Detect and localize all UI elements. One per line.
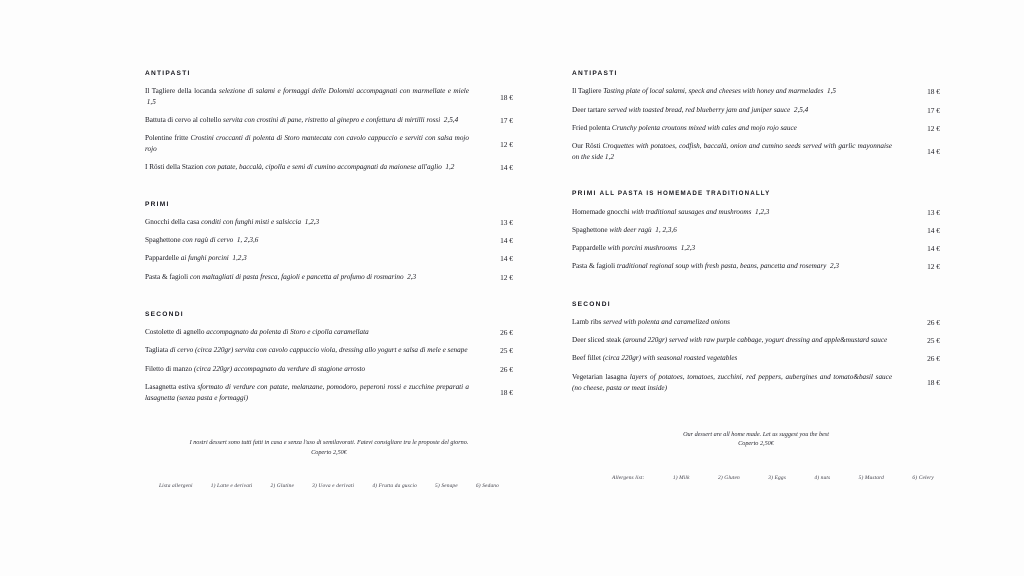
menu-item-description: with deer ragù <box>609 225 652 234</box>
menu-item-name: Lamb ribs <box>572 317 602 326</box>
menu-section <box>572 70 940 163</box>
section-heading: ANTIPASTI <box>145 70 191 77</box>
allergen-legend-item: 6) Sedano <box>475 483 499 490</box>
menu-item[interactable] <box>572 243 940 254</box>
section-heading: ANTIPASTI <box>572 70 618 77</box>
menu-section <box>145 311 513 404</box>
menu-item-price: 14 € <box>500 236 513 245</box>
menu-item[interactable] <box>145 272 513 283</box>
menu-item-price: 14 € <box>927 225 940 235</box>
menu-item-description: di cervo (circa 220gr) servita con cavolo cappuccio viola, dressing allo yogurt e salsa di mele e senape <box>169 346 468 355</box>
menu-item-price: 12 € <box>927 262 940 272</box>
menu-item[interactable] <box>572 86 940 97</box>
menu-item[interactable] <box>145 253 513 264</box>
menu-item-allergens: 1,5 <box>145 98 156 107</box>
menu-item-text <box>572 353 902 364</box>
menu-item-allergens: 1,2 <box>443 163 455 172</box>
menu-item-text <box>572 317 902 328</box>
allergen-legend-item: 4) Frutta da guscio <box>372 483 417 490</box>
section-heading: SECONDI <box>145 310 184 318</box>
menu-item-allergens: 1,2,3 <box>753 207 770 216</box>
menu-item-description: (circa 220gr) accompagnato da verdure di stagione arrosto <box>193 364 366 373</box>
dessert-note: I nostri dessert sono tutti fatti in casa e senza l'uso di semilavorati. Fatevi consigliare tra le proposte del giorno. Coperto 2,50€ <box>145 438 513 458</box>
menu-item-price: 12 € <box>500 272 513 282</box>
menu-item-text <box>572 207 902 218</box>
menu-item-name: Lasagnetta estiva <box>145 382 196 391</box>
allergen-legend <box>145 483 513 489</box>
menu-item-allergens: 2,3 <box>828 262 839 271</box>
menu-item-name: Filetto di manzo <box>145 364 193 373</box>
menu-item-name: Pappardelle <box>572 244 606 253</box>
menu-item-price: 26 € <box>927 317 940 327</box>
menu-item-description: Crunchy polenta croutons mixed with cales and mojo rojo sauce <box>611 123 797 132</box>
allergen-legend-item: 4) nuts <box>814 475 831 482</box>
allergen-legend-item: 1) Latte e derivati <box>210 483 253 490</box>
menu-item-name: Our Rösti <box>572 142 601 150</box>
menu-item-text <box>572 243 902 254</box>
menu-item-name: Battuta di cervo al coltello <box>145 116 222 125</box>
menu-item[interactable] <box>145 217 513 228</box>
cover-charge: Coperto 2,50€ <box>311 448 347 456</box>
menu-item-price: 17 € <box>500 116 513 126</box>
menu-item-allergens: 1, 2,3,6 <box>235 236 259 244</box>
menu-item-name: Il Tagliere <box>572 87 602 96</box>
menu-item-price: 18 € <box>500 388 513 398</box>
menu-item-allergens: 1,2,3 <box>302 217 320 226</box>
menu-item-text <box>145 162 479 173</box>
menu-section <box>145 70 513 174</box>
allergen-legend-label: Allergens list: <box>612 475 645 482</box>
menu-item-description: conditi con funghi misti e salsiccia <box>201 217 302 226</box>
menu-item-text <box>145 345 479 356</box>
menu-item[interactable] <box>145 133 513 155</box>
menu-item[interactable] <box>145 382 513 404</box>
menu-item-allergens: 1, 2,3,6 <box>653 225 677 234</box>
section-heading-subtitle: ALL PASTA IS HOMEMADE TRADITIONALLY <box>599 189 771 197</box>
menu-item[interactable] <box>145 345 513 356</box>
menu-item-description: con maltagliati di pasta fresca, fagioli e pancetta al profumo di rosmarino <box>189 272 404 281</box>
menu-item-price: 14 € <box>500 254 513 264</box>
menu-item-price: 14 € <box>927 147 940 157</box>
section-heading: PRIMI <box>145 200 170 208</box>
menu-item-allergens: 1,2,3 <box>678 244 696 253</box>
menu-item-text <box>145 327 479 338</box>
menu-item-description: layers of potatoes, tomatoes, zucchini, red peppers, aubergines and tomato&basil sauce (no cheese, pasta or meat inside) <box>572 372 893 392</box>
menu-item-price: 14 € <box>927 244 940 254</box>
menu-item[interactable] <box>572 105 940 116</box>
menu-item-name: Pasta & fagioli <box>572 262 616 271</box>
menu-item[interactable] <box>145 235 513 246</box>
menu-item-description: servita con crostini di pane, ristretto al ginepro e confettura di mirtilli rossi <box>223 116 441 125</box>
menu-column-italian <box>0 70 512 576</box>
menu-item-name: Costolette di agnello <box>145 328 205 336</box>
menu-item[interactable] <box>145 364 513 375</box>
menu-item-name: Gnocchi della casa <box>145 217 200 226</box>
menu-item-price: 13 € <box>500 217 513 227</box>
menu-item-name: Deer sliced steak <box>572 336 622 345</box>
menu-item-price: 18 € <box>927 87 940 97</box>
menu-item-description: (around 220gr) served with raw purple cabbage, yogurt dressing and apple&mustard sauce <box>622 336 888 345</box>
menu-item-text <box>572 123 902 134</box>
menu-item[interactable] <box>145 162 513 173</box>
menu-item-description: (circa 220gr) with seasonal roasted vegetables <box>602 354 738 363</box>
menu-item-text <box>145 364 479 375</box>
menu-item-allergens: 1,2,3 <box>230 254 247 263</box>
menu-item-name: Il Tagliere della locanda <box>145 87 217 96</box>
allergen-legend <box>572 475 940 481</box>
menu-item-price: 26 € <box>500 328 513 337</box>
menu-item-description: sformato di verdure con patate, melanzane, pomodoro, peperoni rossi e zucchine preparati a lasagnetta (senza pasta e formaggi) <box>145 382 469 402</box>
menu-item-allergens: 1,5 <box>825 87 836 96</box>
dessert-note: Our dessert are all home made. Let us suggest you the best Coperto 2,50€ <box>572 430 940 450</box>
menu-item-description: selezione di salami e formaggi delle Dolomiti accompagnati con marmellate e miele <box>218 87 469 96</box>
menu-item[interactable] <box>572 372 940 394</box>
menu-item-price: 26 € <box>927 354 940 364</box>
menu-item-text <box>145 272 479 283</box>
menu-item-name: Spaghettone <box>145 236 181 244</box>
menu-item-price: 25 € <box>927 336 940 346</box>
menu-item-description: traditional regional soup with fresh pasta, beans, pancetta and rosemary <box>616 262 827 271</box>
menu-item-price: 18 € <box>500 92 513 102</box>
allergen-legend-item: 5) Mustard <box>858 475 885 482</box>
menu-item-allergens: 2,3 <box>405 272 417 281</box>
menu-item-price: 12 € <box>927 123 940 133</box>
allergen-legend-item: 2) Gluten <box>718 475 740 482</box>
menu-item-price: 18 € <box>927 378 940 387</box>
menu-item-description: con ragù di cervo <box>182 236 234 244</box>
menu-item[interactable] <box>572 261 940 272</box>
menu-item-text <box>145 235 479 246</box>
menu-section <box>145 201 513 283</box>
menu-item-name: I Rösti della Stazion <box>145 163 204 172</box>
menu-item-name: Tagliata <box>145 346 169 355</box>
menu-item-name: Spaghettone <box>572 225 608 234</box>
menu-item-text <box>572 225 902 236</box>
menu-item[interactable] <box>572 141 940 163</box>
allergen-legend-item: 3) Uova e derivati <box>312 483 355 490</box>
section-heading: SECONDI <box>572 300 611 308</box>
menu-item-text <box>145 133 479 155</box>
menu-item[interactable] <box>572 225 940 236</box>
menu-item-price: 26 € <box>500 364 513 374</box>
menu-item-description: Croquettes with potatoes, codfish, baccalà, onion and cumino seeds served with garlic mayonnaise on the side 1,2 <box>572 142 892 161</box>
menu-item-description: served with toasted bread, red blueberry jam and juniper sauce <box>607 105 791 114</box>
menu-item-text <box>145 217 479 228</box>
allergen-legend-item: 3) Eggs <box>768 475 786 482</box>
menu-item-allergens: 2,5,4 <box>792 105 809 114</box>
menu-item-text <box>145 86 479 108</box>
menu-item-description: with porcini mushrooms <box>607 244 678 253</box>
menu-item-text <box>572 261 902 272</box>
menu-item-description: accompagnato da polenta di Storo e cipolla caramellata <box>206 328 369 336</box>
menu-item-description: with traditional sausages and mushrooms <box>631 207 752 216</box>
menu-item-name: Fried polenta <box>572 123 611 132</box>
menu-item-name: Pasta & fagioli <box>145 272 189 281</box>
menu-item-text <box>572 141 902 163</box>
menu-item-price: 14 € <box>500 163 513 173</box>
menu-item-allergens: 2,5,4 <box>442 116 459 125</box>
allergen-legend-item: 6) Celery <box>912 475 934 482</box>
menu-item-price: 12 € <box>500 139 513 149</box>
menu-item[interactable] <box>145 115 513 126</box>
menu-item-name: Homemade gnocchi <box>572 207 630 216</box>
menu-section <box>572 301 940 394</box>
menu-item[interactable] <box>145 86 513 108</box>
menu-item[interactable] <box>145 327 513 338</box>
allergen-legend-item: 2) Glutine <box>270 483 295 490</box>
menu-item-description: Crostini croccanti di polenta di Storo mantecata con cavolo cappuccio e serviti con salsa mojo rojo <box>145 134 470 154</box>
menu-item-description: Tasting plate of local salami, speck and cheeses with honey and marmelades <box>603 87 824 96</box>
menu-item-text <box>572 335 902 346</box>
menu-item[interactable] <box>572 353 940 364</box>
menu-column-english <box>512 70 1024 576</box>
menu-item-text <box>572 105 902 116</box>
menu-item-description: served with polenta and caramelized onions <box>603 317 730 326</box>
menu-item[interactable] <box>572 123 940 134</box>
allergen-legend-label: Lista allergeni <box>159 483 193 490</box>
menu-item-text <box>145 382 479 404</box>
allergen-legend-item: 1) Milk <box>672 475 690 482</box>
menu-item-description: ai funghi porcini <box>180 254 229 263</box>
menu-item-price: 25 € <box>500 346 513 356</box>
menu-item[interactable] <box>572 317 940 328</box>
menu-item-text <box>145 253 479 264</box>
menu-item-name: Vegetarian lasagna <box>572 372 628 381</box>
menu-item-price: 17 € <box>927 105 940 115</box>
menu-section <box>572 190 940 273</box>
menu-item-name: Pappardelle <box>145 254 179 263</box>
menu-item-text <box>572 86 902 97</box>
cover-charge: Coperto 2,50€ <box>738 440 774 448</box>
menu-item-text <box>145 115 479 126</box>
allergen-legend-item: 5) Senape <box>435 483 458 490</box>
menu-item[interactable] <box>572 207 940 218</box>
section-heading: PRIMI ALL PASTA IS HOMEMADE TRADITIONALLY <box>572 189 771 197</box>
menu-item-name: Polentine fritte <box>145 134 189 143</box>
menu-item-name: Beef fillet <box>572 354 601 363</box>
menu-item-name: Deer tartare <box>572 105 607 114</box>
menu-item[interactable] <box>572 335 940 346</box>
menu-item-text <box>572 372 902 394</box>
menu-item-description: con patate, baccalà, cipolla e semi di cumino accompagnati da maionese all'aglio <box>205 163 442 172</box>
menu-item-price: 13 € <box>927 207 940 217</box>
